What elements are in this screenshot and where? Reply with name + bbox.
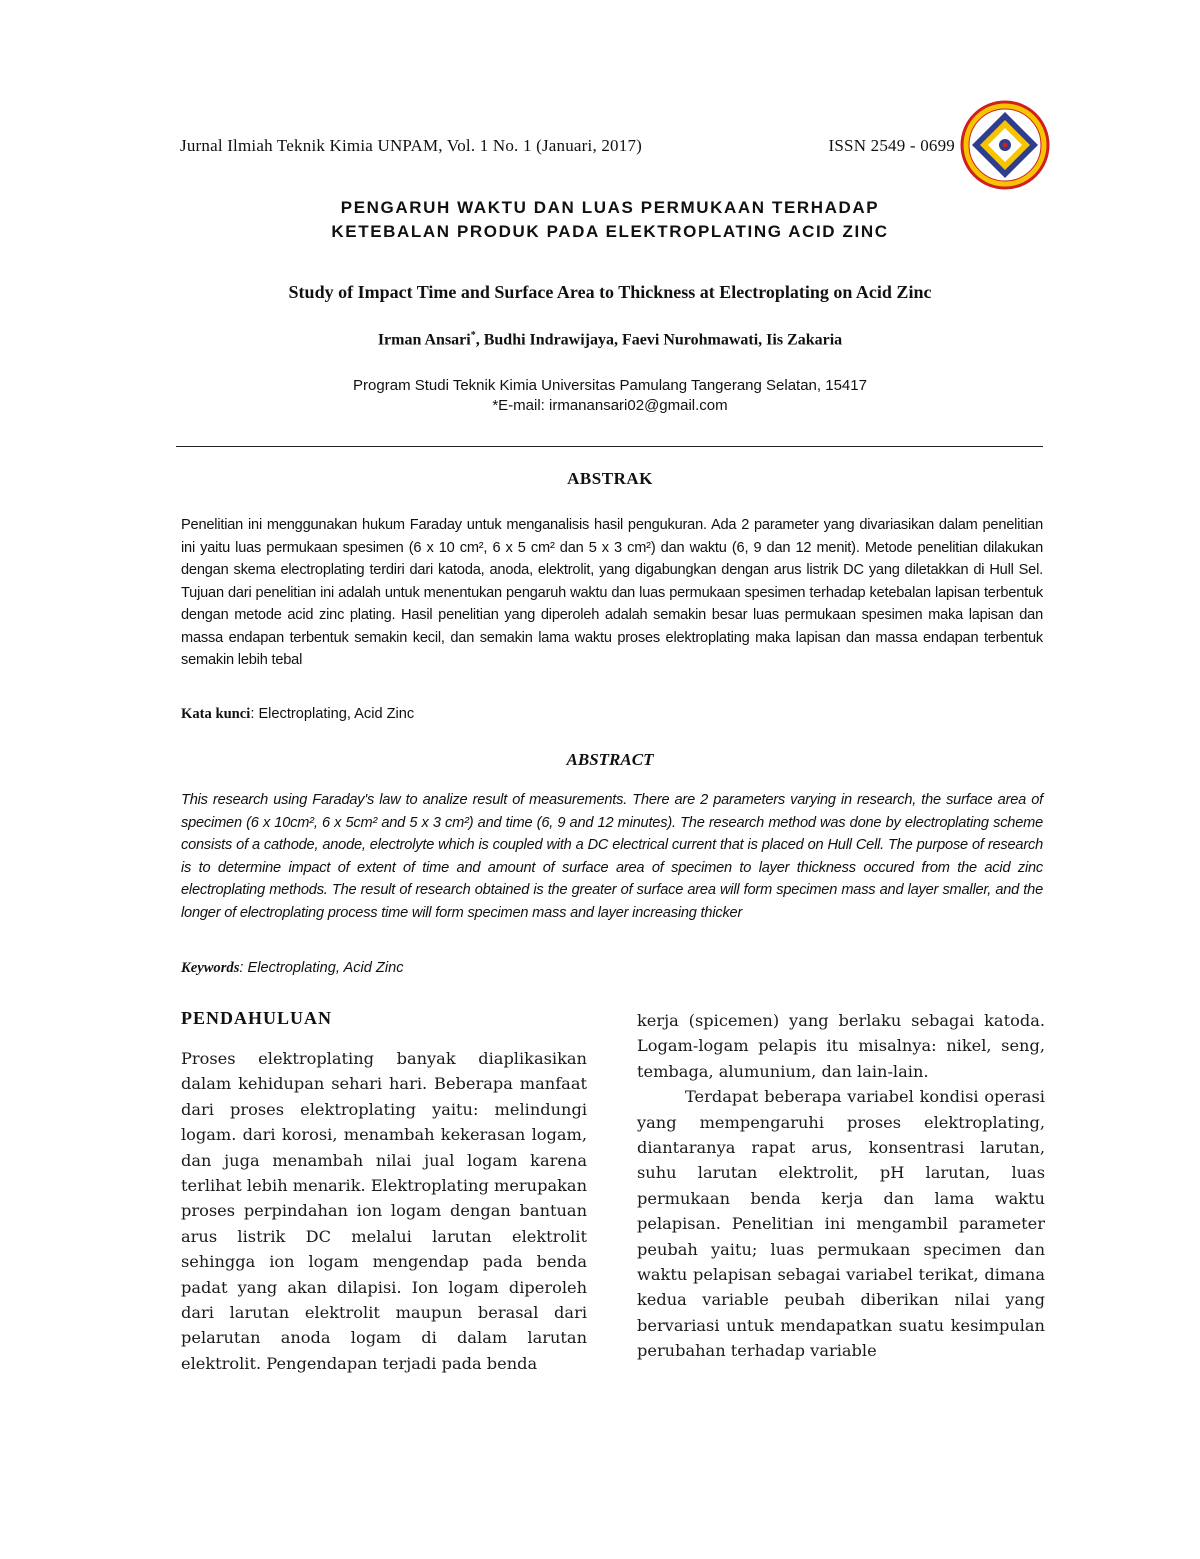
kata-kunci-value: : Electroplating, Acid Zinc: [250, 706, 415, 722]
journal-citation: Jurnal Ilmiah Teknik Kimia UNPAM, Vol. 1 No. 1 (Januari, 2017): [180, 136, 643, 155]
abstrak-heading: ABSTRAK: [567, 469, 653, 488]
header-divider: [176, 446, 1043, 447]
body-column-right: [637, 1008, 1045, 1364]
corresponding-mark: *: [470, 330, 476, 341]
journal-issn: ISSN 2549 - 0699: [828, 136, 955, 155]
body-paragraph: kerja (spicemen) yang berlaku sebagai katoda. Logam-logam pelapis itu misalnya: nikel, seng, tembaga, alumunium, dan lain-lain.: [637, 1011, 1045, 1081]
affiliation-address: Program Studi Teknik Kimia Universitas Pamulang Tangerang Selatan, 15417: [353, 377, 867, 394]
keywords: [181, 960, 1043, 977]
keywords-value: : Electroplating, Acid Zinc: [239, 960, 404, 976]
corresponding-author: Irman Ansari: [377, 331, 471, 349]
section-heading-pendahuluan: PENDAHULUAN: [181, 1008, 333, 1028]
paper-title: [150, 196, 1070, 244]
keywords-label: Keywords: [181, 960, 240, 976]
paper-title-line-1: PENGARUH WAKTU DAN LUAS PERMUKAAN TERHADAP: [340, 198, 880, 217]
journal-header: [180, 136, 955, 156]
kata-kunci: [181, 706, 1043, 723]
paper-english-title: Study of Impact Time and Surface Area to Thickness at Electroplating on Acid Zinc: [288, 282, 932, 302]
abstract-body: This research using Faraday's law to analize result of measurements. There are 2 parameters varying in research, the surface area of specimen (6 x 10cm², 6 x 5cm² and 5 x 3 cm²) and time (6, 9 and 12 minutes). The research method was done by electroplating scheme consists of a cathode, anode, electrolyte which is coupled with a DC electrical current that is placed on Hull Cell. The purpose of research is to determine impact of extent of time and amount of surface area of specimen to layer thickness occured from the acid zinc electroplating methods. The result of research obtained is the greater of surface area will form specimen mass and layer smaller, and the longer of electroplating process time will form specimen mass and layer increasing thicker: [181, 792, 1043, 921]
affiliation: [150, 376, 1070, 416]
body-column-left: [181, 1046, 587, 1376]
author-email: *E-mail: irmanansari02@gmail.com: [492, 397, 728, 414]
paper-title-line-2: KETEBALAN PRODUK PADA ELEKTROPLATING ACID ZINC: [331, 222, 889, 241]
body-paragraph: Proses elektroplating banyak diaplikasikan dalam kehidupan sehari hari. Beberapa manfaat dari proses elektroplating yaitu: melindungi logam. dari korosi, menambah kekerasan logam, dan juga menambah nilai jual logam karena terlihat lebih menarik. Elektroplating merupakan proses perpindahan ion logam dengan bantuan arus listrik DC melalui larutan elektrolit sehingga ion logam mengendap pada benda padat yang akan dilapisi. Ion logam diperoleh dari larutan elektrolit maupun berasal dari pelarutan anoda logam di dalam larutan elektrolit. Pengendapan terjadi pada benda: [181, 1049, 587, 1373]
body-paragraph: Terdapat beberapa variabel kondisi operasi yang mempengaruhi proses elektroplating, diantaranya rapat arus, konsentrasi larutan, suhu larutan elektrolit, pH larutan, luas permukaan benda kerja dan lama waktu pelapisan. Penelitian ini mengambil parameter peubah yaitu; luas permukaan specimen dan waktu pelapisan sebagai variabel terikat, dimana kedua variable peubah diberikan nilai yang bervariasi untuk mendapatkan suatu kesimpulan perubahan terhadap variable: [637, 1087, 1045, 1361]
abstrak-body: Penelitian ini menggunakan hukum Faraday untuk menganalisis hasil pengukuran. Ada 2 parameter yang divariasikan dalam penelitian ini yaitu luas permukaan spesimen (6 x 10 cm², 6 x 5 cm² dan 5 x 3 cm²) dan waktu (6, 9 dan 12 menit). Metode penelitian dilakukan dengan skema electroplating terdiri dari katoda, anoda, elektrolit, yang digabungkan dengan arus listrik DC yang diletakkan di Hull Sel. Tujuan dari penelitian ini adalah untuk menentukan pengaruh waktu dan luas permukaan spesimen terhadap ketebalan lapisan terbentuk dengan metode acid zinc plating. Hasil penelitian yang diperoleh adalah semakin besar luas permukaan spesimen maka lapisan dan massa endapan terbentuk semakin kecil, dan semakin lama waktu proses elektroplating maka lapisan dan massa endapan terbentuk semakin lebih tebal: [181, 517, 1043, 668]
author-list: [150, 330, 1070, 349]
abstract-heading: ABSTRACT: [566, 750, 654, 769]
university-logo: [960, 100, 1050, 190]
co-authors: , Budhi Indrawijaya, Faevi Nurohmawati, Iis Zakaria: [475, 331, 843, 349]
kata-kunci-label: Kata kunci: [181, 706, 251, 722]
